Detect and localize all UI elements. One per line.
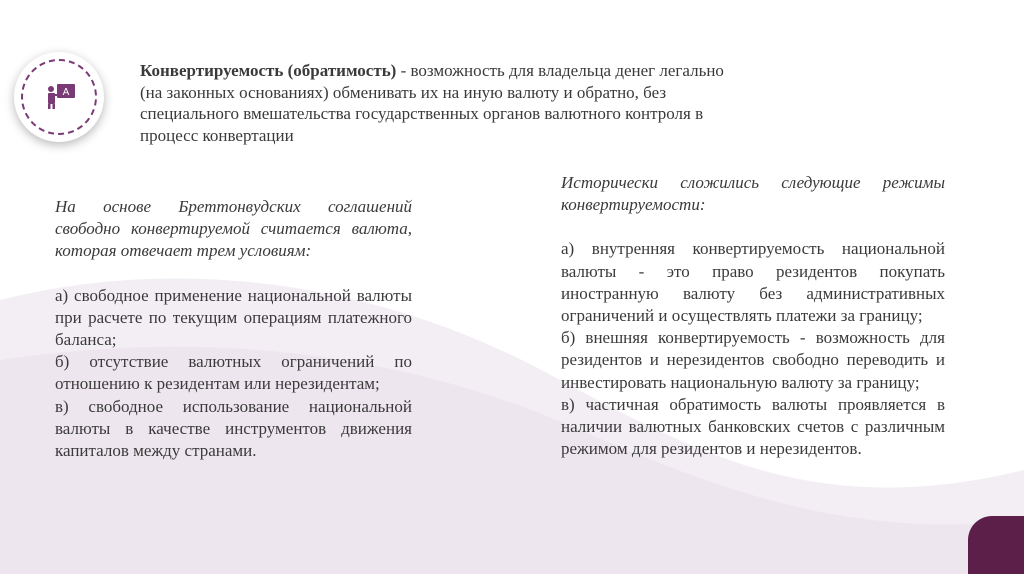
definition-term: Конвертируемость (обратимость) [140, 61, 397, 80]
right-item-b: б) внешняя конвертируемость - возможность для резидентов и нерезидентов свободно переводить и инвестировать национальную валюту за границу; [561, 328, 945, 392]
left-column [55, 196, 412, 462]
left-lead: На основе Бреттонвудских соглашений свободно конвертируемой считается валюта, которая отвечает трем условиям: [55, 197, 412, 261]
topic-badge [14, 52, 104, 142]
svg-text:A: A [62, 87, 70, 98]
left-item-c: в) свободное использование национальной валюты в качестве инструментов движения капиталов между странами. [55, 396, 412, 461]
left-item-b: б) отсутствие валютных ограничений по отношению к резидентам или нерезидентам; [55, 352, 412, 394]
definition-text: - возможность для владельца денег легально (на законных основаниях) обменивать их на иную валюту и обратно, без специального вмешательства государственных органов валютного контроля в процесс конвертации [140, 61, 724, 145]
corner-decoration [968, 516, 1024, 574]
right-lead: Исторически сложились следующие режимы конвертируемости: [561, 173, 945, 215]
left-item-a: а) свободное применение национальной валюты при расчете по текущим операциям платежного баланса; [55, 285, 412, 350]
right-column [561, 172, 945, 460]
right-item-a: а) внутренняя конвертируемость национальной валюты - это право резидентов покупать иностранную валюту без административных ограничений и осуществлять платежи за границу; [561, 239, 945, 326]
definition-paragraph [140, 60, 750, 146]
right-item-c: в) частичная обратимость валюты проявляется в наличии валютных банковских счетов с различным режимом для резидентов и нерезидентов. [561, 394, 945, 459]
presenter-board-icon [46, 83, 76, 109]
